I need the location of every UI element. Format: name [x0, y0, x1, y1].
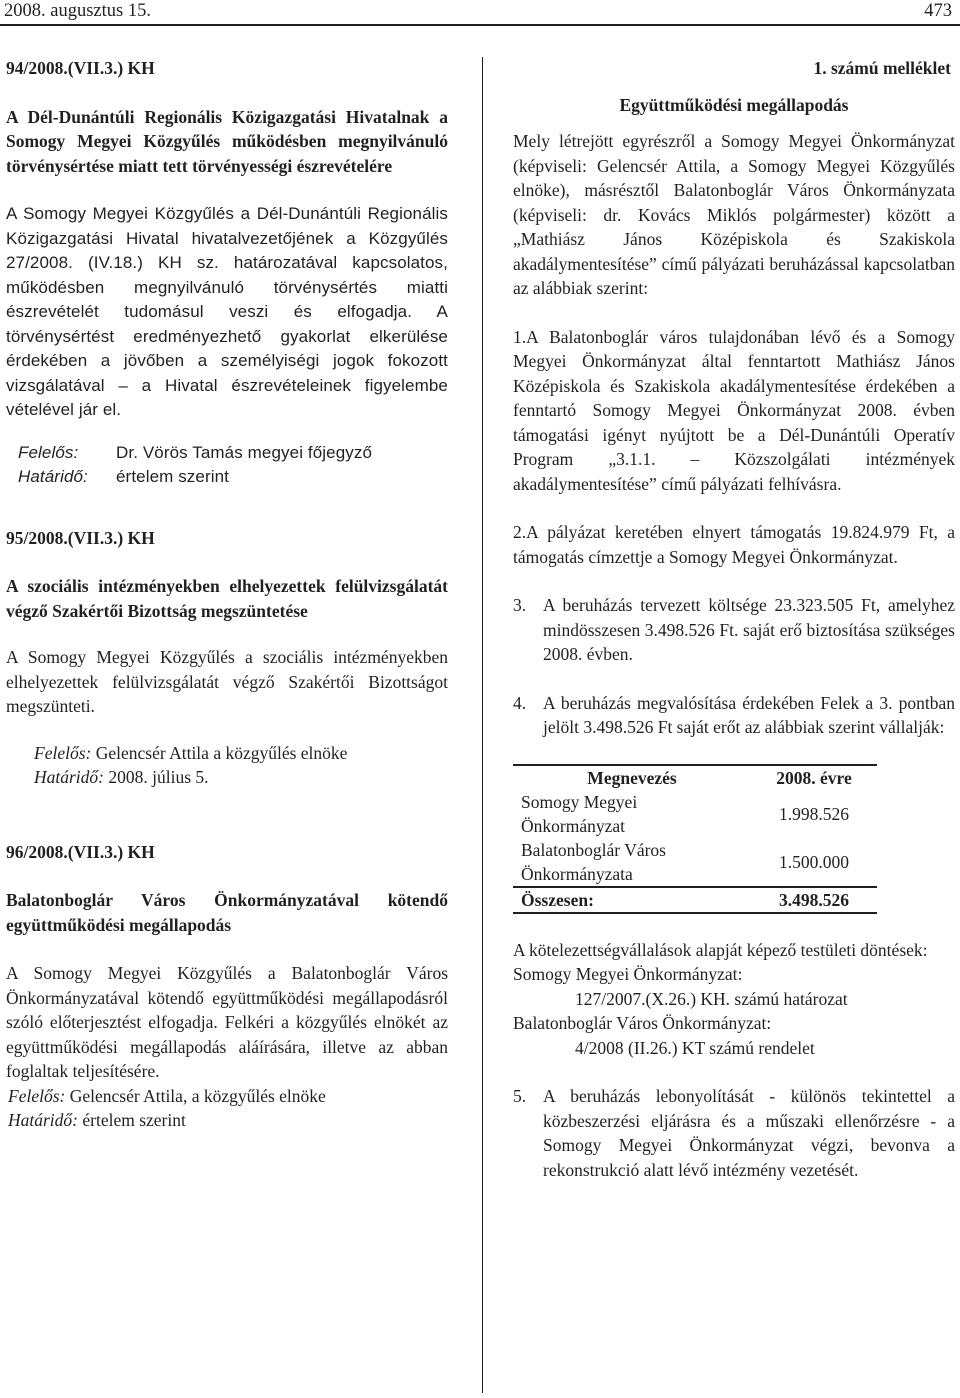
right-column [513, 56, 955, 1182]
resolution-96 [6, 840, 448, 1133]
resolution-94 [6, 56, 448, 490]
table-row [513, 790, 877, 838]
resolution-title: A szociális intézményekben elhelyezettek felülvizsgálatát végző Szakértői Bizottság megszüntetése [6, 576, 448, 621]
responsibility-block [6, 1084, 448, 1133]
resolution-title: Balatonboglár Város Önkormányzatával kötendő együttműködési megállapodás [6, 890, 448, 935]
funding-table [513, 764, 877, 914]
resolution-number: 95/2008.(VII.3.) KH [6, 527, 155, 548]
total-amount: 3.498.526 [751, 887, 877, 913]
agreement-intro: Mely létrejött egyrészről a Somogy Megyei Önkormányzat (képviseli: Gelencsér Attila, a Somogy Megyei Közgyűlés elnöke), másrésztől Balatonboglár Város Önkormányzata (képviseli: dr. Kovács Miklós polgármester) között a „Mathiász János Középiskola és Szakiskola akadálymentesítése” című pályázati beruházással kapcsolatban az alábbiak szerint: [513, 131, 955, 298]
commitment-2-value: 4/2008 (II.26.) KT számú rendelet [575, 1037, 815, 1058]
column-header-year: 2008. évre [776, 767, 852, 788]
item-text: A beruházás tervezett költsége 23.323.505 Ft, amelyhez mindösszesen 3.498.526 Ft. saját erő biztosítása szükséges 2008. évben. [543, 595, 955, 664]
commitments-intro: A kötelezettségvállalások alapját képező testületi döntések: [513, 939, 928, 960]
agreement-item-3 [513, 593, 955, 667]
resolution-body: A Somogy Megyei Közgyűlés a szociális intézményekben elhelyezettek felülvizsgálatát végző Szakértői Bizottságot megszünteti. [6, 647, 448, 716]
item-text: A beruházás megvalósítása érdekében Felek a 3. pontban jelölt 3.498.526 Ft saját erőt az alábbiak szerint vállalják: [543, 692, 955, 737]
deadline-label: Határidő: [18, 467, 88, 486]
resolution-95 [6, 526, 448, 790]
agreement-item-5 [513, 1084, 955, 1182]
responsible-label: Felelős: [18, 442, 79, 462]
total-label: Összesen: [513, 887, 751, 913]
row-name: Balatonboglár Város Önkormányzata [521, 839, 666, 884]
agreement-title: Együttműködési megállapodás [619, 94, 849, 115]
table-row [513, 838, 877, 887]
responsible-value: Dr. Vörös Tamás megyei főjegyző [116, 442, 373, 462]
commitment-1-value: 127/2007.(X.26.) KH. számú határozat [575, 988, 848, 1009]
deadline-value: értelem szerint [116, 467, 229, 486]
annex-title: 1. számú melléklet [813, 58, 951, 78]
row-amount: 1.998.526 [779, 803, 849, 824]
page-number: 473 [924, 1, 952, 21]
row-amount: 1.500.000 [779, 851, 849, 872]
table-total-row [513, 887, 877, 913]
responsible-label: Felelős: [34, 742, 92, 763]
row-name: Somogy Megyei Önkormányzat [521, 791, 638, 836]
deadline-value: 2008. július 5. [108, 767, 209, 787]
table-header-row [513, 765, 877, 790]
agreement-item-4 [513, 691, 955, 740]
responsibility-block [6, 441, 448, 490]
resolution-body: A Somogy Megyei Közgyűlés a Dél-Dunántúli Regionális Közigazgatási Hivatal hivatalvezetőjének a Közgyűlés 27/2008. (IV.18.) KH sz. határozatával kapcsolatos, működésben megnyilvánuló törvénysértés miatti észrevételét tudomásul veszi és elfogadja. A törvénysértést eredményezhető gyakorlat elkerülése érdekében a jövőben a személyiségi jogok fokozott vizsgálatával – a Hivatal észrevételeinek figyelembe vételével jár el. [6, 204, 448, 419]
responsible-value: Gelencsér Attila a közgyűlés elnöke [95, 742, 348, 763]
resolution-title: A Dél-Dunántúli Regionális Közigazgatási Hivatalnak a Somogy Megyei Közgyűlés működésben megnyilvánuló törvénysértése miatt tett törvényességi észrevételére [6, 106, 448, 176]
agreement-item-1: 1.A Balatonboglár város tulajdonában lévő és a Somogy Megyei Önkormányzat által fenntartott Mathiász János Középiskola és Szakiskola akadálymentesítése érdekében a fenntartó Somogy Megyei Önkormányzat 2008. évben támogatási igényt nyújtott be a Dél-Dunántúli Operatív Program „3.1.1. – Közszolgálati intézmények akadálymentesítése” című pályázati felhívásra. [513, 326, 955, 494]
deadline-label: Határidő: [8, 1110, 78, 1130]
header-date: 2008. augusztus 15. [4, 1, 151, 21]
resolution-number: 94/2008.(VII.3.) KH [6, 58, 155, 78]
responsibility-block [6, 741, 448, 790]
resolution-body: A Somogy Megyei Közgyűlés a Balatonboglár Város Önkormányzatával kötendő együttműködési megállapodásról szóló előterjesztést elfogadja. Felkéri a közgyűlés elnökét az együttműködési megállapodás aláírására, illetve az abban foglaltak teljesítésére. [6, 963, 448, 1081]
responsible-value: Gelencsér Attila, a közgyűlés elnöke [69, 1085, 326, 1106]
commitment-1-label: Somogy Megyei Önkormányzat: [513, 964, 743, 984]
resolution-number: 96/2008.(VII.3.) KH [6, 841, 155, 862]
item-text: A beruházás lebonyolítását - különös tekintettel a közbeszerzési eljárásra és a műszaki ellenőrzésre - a Somogy Megyei Önkormányzat végzi, bevonva a rekonstrukció alatt lévő intézmény vezetését. [543, 1086, 955, 1180]
column-divider [482, 57, 483, 1393]
header-rule [0, 24, 960, 26]
agreement-item-2: 2.A pályázat keretében elnyert támogatás 19.824.979 Ft, a támogatás címzettje a Somogy Megyei Önkormányzat. [513, 522, 955, 567]
item-number: 5. [513, 1086, 527, 1106]
responsible-label: Felelős: [8, 1085, 66, 1106]
deadline-label: Határidő: [34, 767, 104, 787]
deadline-value: értelem szerint [82, 1110, 186, 1130]
left-column [6, 56, 448, 1133]
item-number: 3. [513, 595, 527, 615]
column-header-name: Megnevezés [587, 767, 677, 788]
commitment-2-label: Balatonboglár Város Önkormányzat: [513, 1013, 772, 1033]
page-header [0, 0, 960, 26]
item-number: 4. [513, 692, 527, 713]
